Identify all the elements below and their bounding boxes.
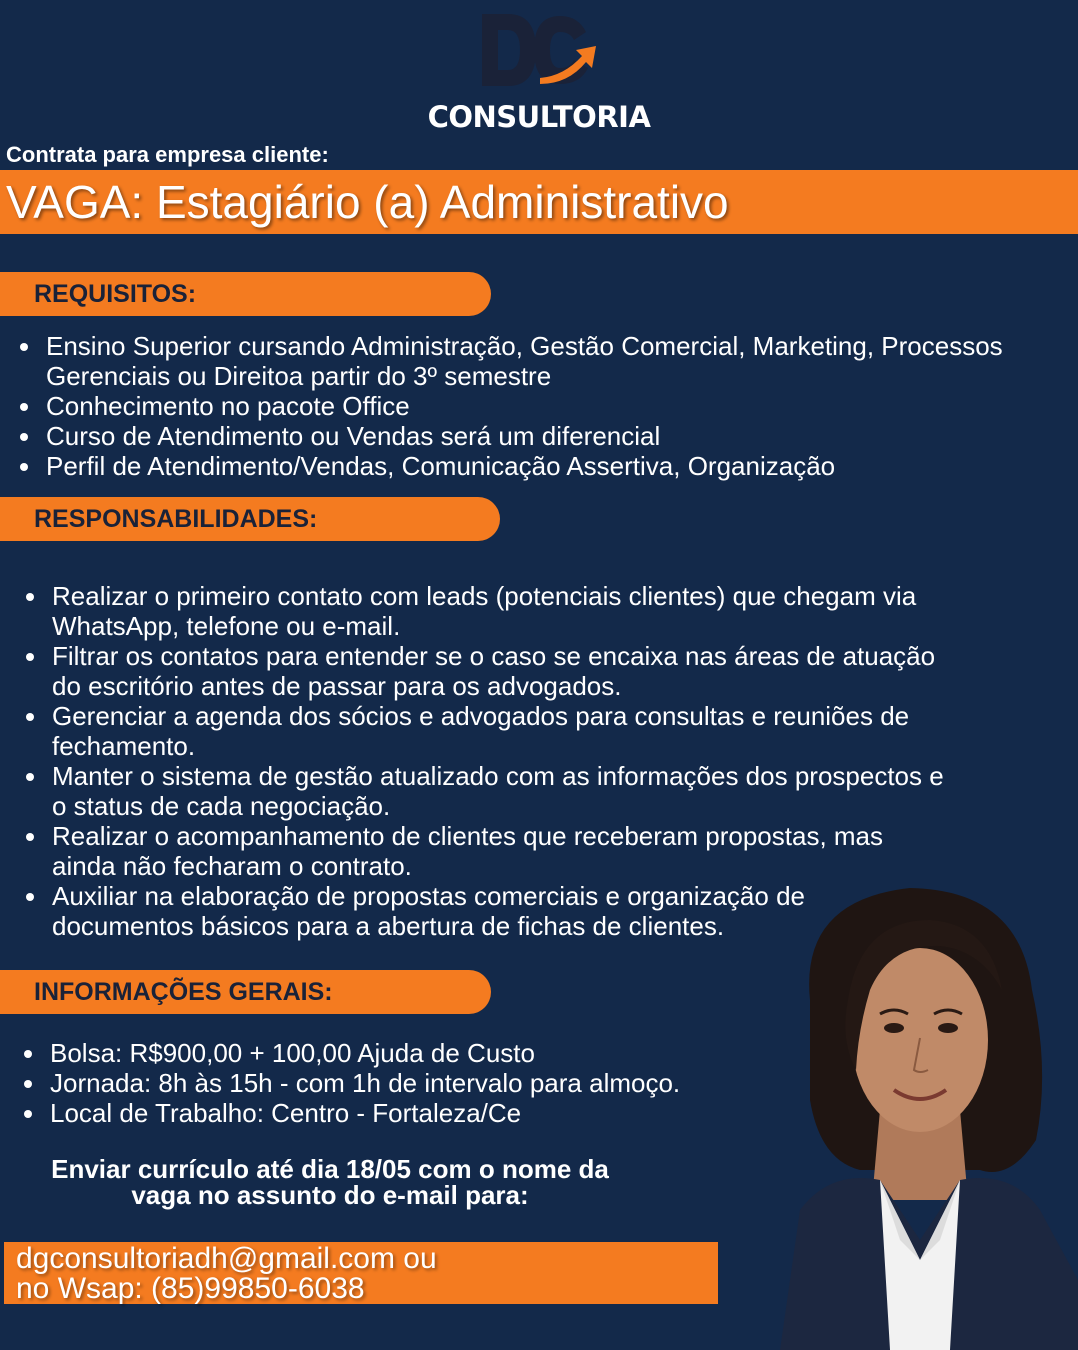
section-heading-responsabilidades [0,497,500,541]
contact-email[interactable]: dgconsultoriadh@gmail.com ou [16,1242,437,1275]
brand-name: CONSULTORIA [427,100,651,134]
list-item: Local de Trabalho: Centro - Fortaleza/Ce [24,1098,784,1128]
contact-whatsapp[interactable]: no Wsap: (85)99850-6038 [16,1272,365,1305]
list-item: Filtrar os contatos para entender se o caso se encaixa nas áreas de atuação do escritório antes de passar para os advogados. [26,641,946,701]
list-item: Perfil de Atendimento/Vendas, Comunicação Assertiva, Organização [20,451,1060,481]
section-heading-label: REQUISITOS: [34,280,197,308]
intro-text: Contrata para empresa cliente: [6,142,329,167]
section-heading-label: INFORMAÇÕES GERAIS: [34,978,333,1006]
list-item: Conhecimento no pacote Office [20,391,1060,421]
portrait-image [740,880,1078,1350]
job-title: VAGA: Estagiário (a) Administrativo [6,176,729,228]
contact-box [4,1242,718,1304]
list-item: Manter o sistema de gestão atualizado com as informações dos prospectos e o status de cada negociação. [26,761,946,821]
section-heading-requisitos [0,272,491,316]
list-item: Curso de Atendimento ou Vendas será um diferencial [20,421,1060,451]
instructions-line: vaga no assunto do e-mail para: [131,1180,529,1210]
list-item: Ensino Superior cursando Administração, Gestão Comercial, Marketing, Processos Gerenciais ou Direitoa partir do 3º semestre [20,331,1060,391]
application-instructions [30,1156,630,1208]
list-item: Jornada: 8h às 15h - com 1h de intervalo para almoço. [24,1068,784,1098]
list-item: Gerenciar a agenda dos sócios e advogados para consultas e reuniões de fechamento. [26,701,946,761]
informacoes-list [24,1038,784,1128]
job-title-banner [0,170,1078,234]
list-item: Bolsa: R$900,00 + 100,00 Ajuda de Custo [24,1038,784,1068]
dg-logo [478,10,600,90]
instructions-line: Enviar currículo até dia 18/05 com o nome da [51,1154,609,1184]
requisitos-list [20,331,1060,481]
section-heading-label: RESPONSABILIDADES: [34,505,318,533]
section-heading-informacoes [0,970,491,1014]
list-item: Auxiliar na elaboração de propostas comerciais e organização de documentos básicos para a abertura de fichas de clientes. [26,881,946,941]
list-item: Realizar o primeiro contato com leads (potenciais clientes) que chegam via WhatsApp, telefone ou e-mail. [26,581,946,641]
list-item: Realizar o acompanhamento de clientes que receberam propostas, mas ainda não fecharam o contrato. [26,821,946,881]
